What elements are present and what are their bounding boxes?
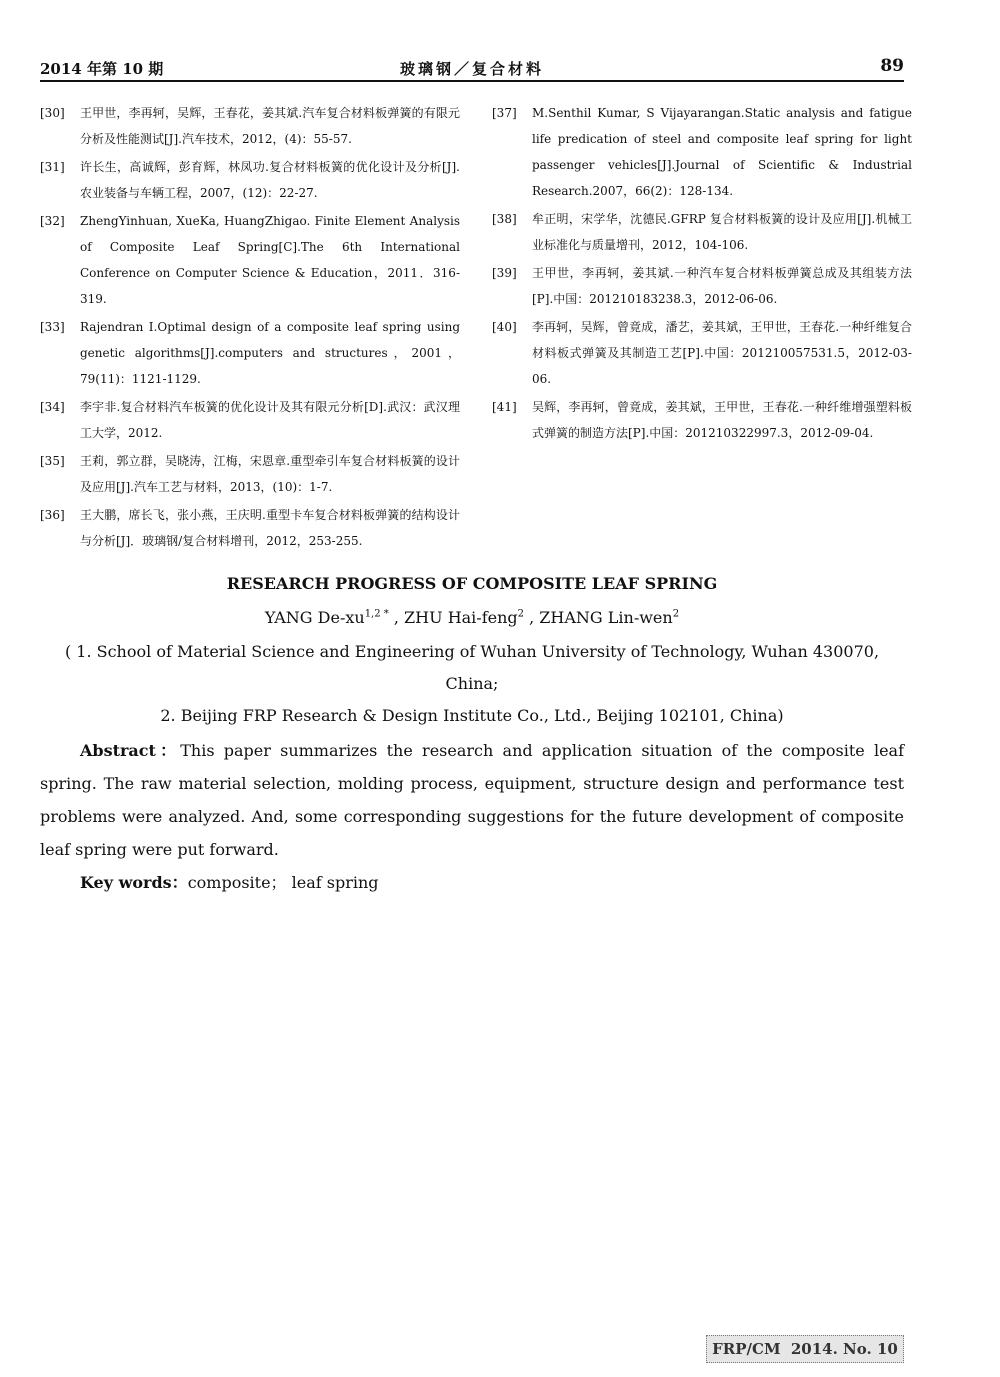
author-separator: ,	[524, 608, 540, 628]
reference-text: Rajendran I.Optimal design of a composite leaf spring using genetic algorithms[J].computers and structures，2001，79(11)：1121-1129.	[80, 320, 460, 386]
reference-text: 牟正明，宋学华，沈德民.GFRP 复合材料板簧的设计及应用[J].机械工业标准化与质量增刊，2012，104-106.	[532, 212, 912, 252]
reference-number: [39]	[492, 266, 517, 280]
reference-text: 王莉，郭立群，吴晓涛，江梅，宋恩章.重型牵引车复合材料板簧的设计及应用[J].汽车工艺与材料，2013，(10)：1-7.	[80, 454, 460, 494]
reference-text: M.Senthil Kumar, S Vijayarangan.Static analysis and fatigue life predication of steel and composite leaf spring for light passenger vehicles[J].Journal of Scientific & Industrial Research.2007，66(2)：128-134.	[532, 106, 912, 198]
reference-text: 许长生，高诚辉，彭育辉，林凤功.复合材料板簧的优化设计及分析[J].农业装备与车辆工程，2007，(12)：22-27.	[80, 160, 460, 200]
keywords-label: Key words：	[80, 873, 188, 893]
reference-number: [37]	[492, 106, 517, 120]
reference-text: 李再轲，吴辉，曾竟成，潘艺，姜其斌，王甲世，王春花.一种纤维复合材料板式弹簧及其制造工艺[P].中国：201210057531.5，2012-03-06.	[532, 320, 912, 386]
reference-number: [34]	[40, 400, 65, 414]
footer-journal: FRP/CM	[712, 1340, 781, 1358]
author	[539, 608, 679, 627]
reference-number: [30]	[40, 106, 65, 120]
references-right-column	[492, 100, 912, 448]
author-name: ZHANG Lin-wen	[539, 608, 673, 628]
reference-number: [38]	[492, 212, 517, 226]
reference-item	[40, 314, 460, 392]
author-name: ZHU Hai-feng	[404, 608, 518, 628]
reference-text: 王甲世，李再轲，吴辉，王春花，姜其斌.汽车复合材料板弹簧的有限元分析及性能测试[J].汽车技术，2012，(4)：55-57.	[80, 106, 460, 146]
author-list	[40, 599, 904, 634]
footer-badge	[706, 1335, 904, 1363]
abstract-paragraph	[40, 734, 904, 866]
author-affiliation-marker: 2	[517, 609, 525, 620]
author	[404, 608, 539, 627]
reference-item	[40, 448, 460, 500]
reference-item	[40, 154, 460, 206]
english-title: RESEARCH PROGRESS OF COMPOSITE LEAF SPRING	[226, 574, 718, 593]
reference-item	[40, 100, 460, 152]
reference-number: [35]	[40, 454, 65, 468]
author-affiliation-marker: 2	[672, 609, 680, 620]
reference-number: [36]	[40, 508, 65, 522]
reference-item	[492, 206, 912, 258]
reference-item	[40, 208, 460, 312]
reference-item	[40, 502, 460, 554]
reference-item	[492, 100, 912, 204]
page-number: 89	[880, 56, 904, 76]
keywords-text: composite； leaf spring	[187, 873, 379, 893]
reference-item	[40, 394, 460, 446]
reference-text: ZhengYinhuan, XueKa, HuangZhigao. Finite Element Analysis of Composite Leaf Spring[C].The 6th International Conference on Computer Science & Education，2011．316-319.	[80, 214, 460, 306]
abstract-label: Abstract：	[80, 741, 181, 761]
author-separator: ,	[388, 608, 405, 628]
reference-text: 王大鹏，席长飞，张小燕，王庆明.重型卡车复合材料板弹簧的结构设计与分析[J]．玻璃钢/复合材料增刊，2012，253-255.	[80, 508, 460, 548]
reference-number: [32]	[40, 214, 65, 228]
reference-item	[492, 394, 912, 446]
issue-label: 2014 年第 10 期	[40, 60, 164, 78]
author-affiliation-marker: 1,2 *	[364, 609, 389, 620]
keywords-line	[40, 866, 904, 899]
reference-text: 李宇非.复合材料汽车板簧的优化设计及其有限元分析[D].武汉：武汉理工大学，2012.	[80, 400, 460, 440]
reference-text: 吴辉，李再轲，曾竟成，姜其斌，王甲世，王春花.一种纤维增强塑料板式弹簧的制造方法[P].中国：201210322997.3，2012-09-04.	[532, 400, 912, 440]
abstract-text: This paper summarizes the research and application situation of the composite leaf spring. The raw material selection, molding process, equipment, structure design and performance test problems were analyzed. And, some corresponding suggestions for the future development of composite leaf spring were put forward.	[40, 741, 904, 860]
footer-issue: 2014. No. 10	[790, 1340, 898, 1358]
journal-title: 玻璃钢／复合材料	[399, 60, 544, 78]
reference-number: [40]	[492, 320, 517, 334]
reference-number: [41]	[492, 400, 517, 414]
references-left-column	[40, 100, 460, 556]
english-abstract-section	[40, 574, 904, 899]
reference-item	[492, 260, 912, 312]
running-header	[40, 56, 904, 82]
author-name: YANG De-xu	[264, 608, 365, 628]
affiliation-1: ( 1. School of Material Science and Engineering of Wuhan University of Technology, Wuhan 430070, China;	[64, 642, 880, 694]
affiliation-2: 2. Beijing FRP Research & Design Institute Co., Ltd., Beijing 102101, China)	[160, 706, 784, 726]
reference-item	[492, 314, 912, 392]
author	[265, 608, 404, 627]
reference-number: [33]	[40, 320, 65, 334]
reference-number: [31]	[40, 160, 65, 174]
reference-text: 王甲世，李再轲，姜其斌.一种汽车复合材料板弹簧总成及其组装方法[P].中国：201210183238.3，2012-06-06.	[532, 266, 912, 306]
